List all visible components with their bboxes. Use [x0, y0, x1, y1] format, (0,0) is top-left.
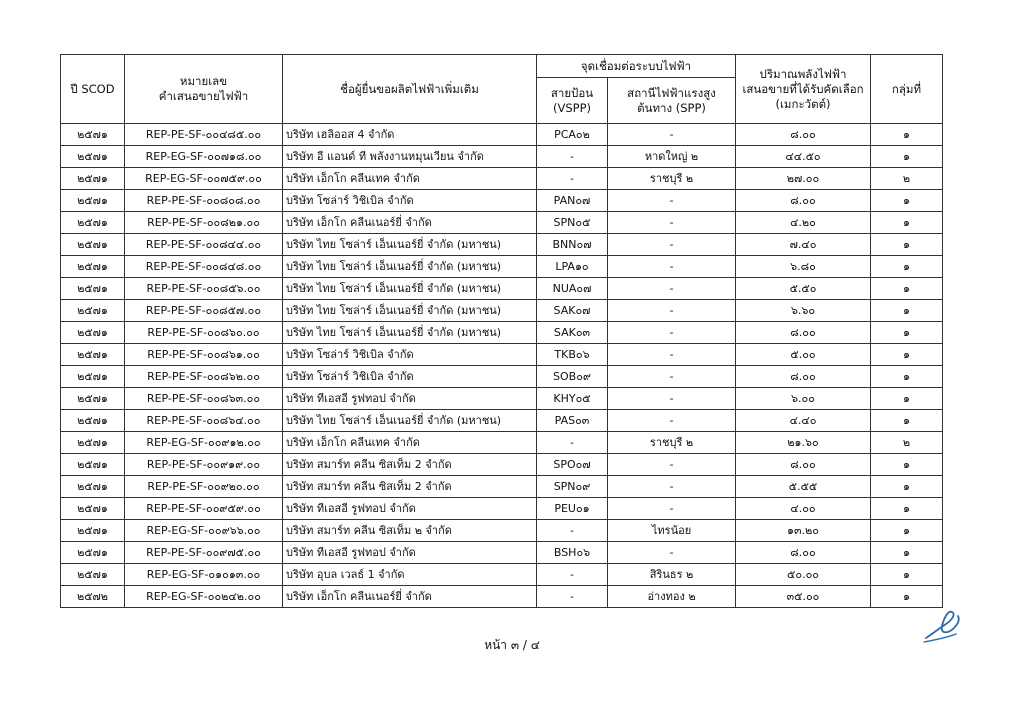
cell-capacity-mw: ๖.๐๐: [736, 388, 871, 410]
cell-capacity-mw: ๘.๐๐: [736, 190, 871, 212]
table-row: [61, 344, 943, 366]
cell-feeder: -: [537, 168, 608, 190]
cell-feeder: -: [537, 564, 608, 586]
cell-producer-name: บริษัท เอ็กโก คลีนเนอร์ยี่ จำกัด: [283, 212, 537, 234]
cell-group: ๒: [871, 168, 943, 190]
table-row: [61, 410, 943, 432]
cell-station: -: [608, 388, 736, 410]
cell-proposal-number: REP-EG-SF-๐๐๒๔๒.๐๐: [125, 586, 283, 608]
header-capacity: [736, 55, 871, 124]
header-group: กลุ่มที่: [871, 55, 943, 124]
cell-group: ๑: [871, 388, 943, 410]
cell-capacity-mw: ๖.๘๐: [736, 256, 871, 278]
cell-feeder: -: [537, 432, 608, 454]
cell-station: สิรินธร ๒: [608, 564, 736, 586]
cell-feeder: SAK๐๗: [537, 300, 608, 322]
cell-station: ไทรน้อย: [608, 520, 736, 542]
table-row: [61, 168, 943, 190]
cell-feeder: SPN๐๙: [537, 476, 608, 498]
table-row: [61, 542, 943, 564]
table-row: [61, 388, 943, 410]
header-station: [608, 78, 736, 124]
cell-year: ๒๕๗๑: [61, 234, 125, 256]
cell-proposal-number: REP-PE-SF-๐๐๘๔๔.๐๐: [125, 234, 283, 256]
cell-year: ๒๕๗๑: [61, 542, 125, 564]
cell-group: ๑: [871, 344, 943, 366]
cell-feeder: KHY๐๕: [537, 388, 608, 410]
cell-capacity-mw: ๕.๐๐: [736, 344, 871, 366]
cell-capacity-mw: ๘.๐๐: [736, 454, 871, 476]
cell-group: ๑: [871, 476, 943, 498]
cell-proposal-number: REP-PE-SF-๐๐๘๖๑.๐๐: [125, 344, 283, 366]
cell-group: ๑: [871, 278, 943, 300]
table-row: [61, 432, 943, 454]
cell-group: ๑: [871, 586, 943, 608]
cell-group: ๑: [871, 256, 943, 278]
selection-results-table: [60, 54, 943, 608]
cell-capacity-mw: ๒๑.๖๐: [736, 432, 871, 454]
table-body: [61, 124, 943, 608]
cell-producer-name: บริษัท เอ็กโก คลีนเทค จำกัด: [283, 168, 537, 190]
cell-feeder: PAS๐๓: [537, 410, 608, 432]
cell-station: -: [608, 124, 736, 146]
cell-year: ๒๕๗๑: [61, 476, 125, 498]
cell-station: -: [608, 498, 736, 520]
cell-group: ๑: [871, 454, 943, 476]
cell-capacity-mw: ๕.๕๐: [736, 278, 871, 300]
cell-group: ๑: [871, 212, 943, 234]
page-number: หน้า ๓ / ๔: [484, 638, 540, 652]
cell-year: ๒๕๗๒: [61, 586, 125, 608]
cell-group: ๑: [871, 542, 943, 564]
cell-feeder: SAK๐๓: [537, 322, 608, 344]
cell-station: -: [608, 410, 736, 432]
table-row: [61, 190, 943, 212]
cell-group: ๑: [871, 564, 943, 586]
cell-producer-name: บริษัท สมาร์ท คลีน ซิสเท็ม 2 จำกัด: [283, 476, 537, 498]
cell-group: ๑: [871, 366, 943, 388]
cell-station: -: [608, 300, 736, 322]
cell-producer-name: บริษัท ไทย โซล่าร์ เอ็นเนอร์ยี่ จำกัด (มหาชน): [283, 322, 537, 344]
cell-year: ๒๕๗๑: [61, 432, 125, 454]
cell-capacity-mw: ๔๔.๕๐: [736, 146, 871, 168]
cell-feeder: BSH๐๖: [537, 542, 608, 564]
cell-year: ๒๕๗๑: [61, 300, 125, 322]
cell-year: ๒๕๗๑: [61, 564, 125, 586]
table-row: [61, 146, 943, 168]
cell-year: ๒๕๗๑: [61, 454, 125, 476]
cell-year: ๒๕๗๑: [61, 146, 125, 168]
cell-capacity-mw: ๘.๐๐: [736, 322, 871, 344]
cell-year: ๒๕๗๑: [61, 256, 125, 278]
cell-proposal-number: REP-PE-SF-๐๐๙๒๐.๐๐: [125, 476, 283, 498]
table-row: [61, 366, 943, 388]
cell-capacity-mw: ๑๓.๒๐: [736, 520, 871, 542]
table-row: [61, 212, 943, 234]
cell-feeder: SPN๐๕: [537, 212, 608, 234]
cell-feeder: LPA๑๐: [537, 256, 608, 278]
cell-station: -: [608, 454, 736, 476]
cell-proposal-number: REP-EG-SF-๐๑๐๑๓.๐๐: [125, 564, 283, 586]
cell-year: ๒๕๗๑: [61, 322, 125, 344]
cell-feeder: -: [537, 146, 608, 168]
cell-station: ราชบุรี ๒: [608, 168, 736, 190]
cell-proposal-number: REP-EG-SF-๐๐๗๑๘.๐๐: [125, 146, 283, 168]
header-capacity-line1: ปริมาณพลังไฟฟ้า: [759, 66, 847, 81]
cell-producer-name: บริษัท อุบล เวลธ์ 1 จำกัด: [283, 564, 537, 586]
header-capacity-line2: เสนอขายที่ได้รับคัดเลือก: [742, 81, 864, 96]
cell-feeder: PCA๐๒: [537, 124, 608, 146]
table-row: [61, 564, 943, 586]
table-row: [61, 278, 943, 300]
cell-year: ๒๕๗๑: [61, 388, 125, 410]
table-row: [61, 498, 943, 520]
header-year: ปี SCOD: [61, 55, 125, 124]
cell-station: -: [608, 234, 736, 256]
cell-producer-name: บริษัท สมาร์ท คลีน ซิสเท็ม 2 จำกัด: [283, 454, 537, 476]
cell-producer-name: บริษัท โซล่าร์ วิชิเบิล จำกัด: [283, 366, 537, 388]
table-row: [61, 586, 943, 608]
cell-capacity-mw: ๗.๔๐: [736, 234, 871, 256]
cell-year: ๒๕๗๑: [61, 520, 125, 542]
cell-capacity-mw: ๔.๔๐: [736, 410, 871, 432]
cell-group: ๑: [871, 124, 943, 146]
cell-proposal-number: REP-PE-SF-๐๐๔๘๕.๐๐: [125, 124, 283, 146]
table-row: [61, 124, 943, 146]
cell-group: ๑: [871, 300, 943, 322]
cell-producer-name: บริษัท ทีเอสอี รูฟทอป จำกัด: [283, 498, 537, 520]
cell-station: -: [608, 190, 736, 212]
cell-feeder: SOB๐๙: [537, 366, 608, 388]
cell-station: -: [608, 278, 736, 300]
cell-proposal-number: REP-PE-SF-๐๐๘๔๘.๐๐: [125, 256, 283, 278]
cell-proposal-number: REP-EG-SF-๐๐๙๖๖.๐๐: [125, 520, 283, 542]
cell-station: -: [608, 344, 736, 366]
table-row: [61, 234, 943, 256]
table-row: [61, 454, 943, 476]
cell-feeder: BNN๐๗: [537, 234, 608, 256]
cell-proposal-number: REP-PE-SF-๐๐๘๖๐.๐๐: [125, 322, 283, 344]
cell-station: -: [608, 542, 736, 564]
header-connection-point: จุดเชื่อมต่อระบบไฟฟ้า: [537, 55, 736, 78]
cell-producer-name: บริษัท ไทย โซล่าร์ เอ็นเนอร์ยี่ จำกัด (มหาชน): [283, 278, 537, 300]
table-row: [61, 322, 943, 344]
cell-year: ๒๕๗๑: [61, 498, 125, 520]
cell-producer-name: บริษัท ทีเอสอี รูฟทอป จำกัด: [283, 388, 537, 410]
cell-proposal-number: REP-PE-SF-๐๐๘๐๘.๐๐: [125, 190, 283, 212]
cell-station: -: [608, 322, 736, 344]
cell-producer-name: บริษัท ไทย โซล่าร์ เอ็นเนอร์ยี่ จำกัด (มหาชน): [283, 256, 537, 278]
cell-feeder: PAN๐๗: [537, 190, 608, 212]
cell-proposal-number: REP-PE-SF-๐๐๘๒๑.๐๐: [125, 212, 283, 234]
cell-producer-name: บริษัท ไทย โซล่าร์ เอ็นเนอร์ยี่ จำกัด (มหาชน): [283, 300, 537, 322]
cell-producer-name: บริษัท โซล่าร์ วิชิเบิล จำกัด: [283, 344, 537, 366]
cell-group: ๑: [871, 234, 943, 256]
cell-proposal-number: REP-PE-SF-๐๐๘๖๓.๐๐: [125, 388, 283, 410]
cell-feeder: -: [537, 520, 608, 542]
cell-station: -: [608, 256, 736, 278]
cell-proposal-number: REP-PE-SF-๐๐๙๕๙.๐๐: [125, 498, 283, 520]
header-feeder-line2: (VSPP): [552, 100, 591, 115]
cell-producer-name: บริษัท โซล่าร์ วิชิเบิล จำกัด: [283, 190, 537, 212]
header-capacity-line3: (เมกะวัตต์): [775, 96, 831, 111]
signature-icon: [922, 604, 964, 644]
header-producer: ชื่อผู้ยื่นขอผลิตไฟฟ้าเพิ่มเติม: [283, 55, 537, 124]
table-row: [61, 520, 943, 542]
cell-group: ๑: [871, 190, 943, 212]
cell-year: ๒๕๗๑: [61, 212, 125, 234]
cell-proposal-number: REP-PE-SF-๐๐๙๗๕.๐๐: [125, 542, 283, 564]
cell-year: ๒๕๗๑: [61, 278, 125, 300]
cell-station: หาดใหญ่ ๒: [608, 146, 736, 168]
cell-feeder: NUA๐๗: [537, 278, 608, 300]
cell-proposal-number: REP-PE-SF-๐๐๘๕๖.๐๐: [125, 278, 283, 300]
cell-proposal-number: REP-PE-SF-๐๐๘๖๒.๐๐: [125, 366, 283, 388]
cell-producer-name: บริษัท เอ็กโก คลีนเทค จำกัด: [283, 432, 537, 454]
header-proposal-number: [125, 55, 283, 124]
cell-group: ๑: [871, 322, 943, 344]
header-feeder: [537, 78, 608, 124]
cell-capacity-mw: ๓๕.๐๐: [736, 586, 871, 608]
cell-producer-name: บริษัท ทีเอสอี รูฟทอป จำกัด: [283, 542, 537, 564]
cell-proposal-number: REP-PE-SF-๐๐๙๑๙.๐๐: [125, 454, 283, 476]
cell-station: -: [608, 476, 736, 498]
cell-proposal-number: REP-PE-SF-๐๐๘๕๗.๐๐: [125, 300, 283, 322]
cell-year: ๒๕๗๑: [61, 366, 125, 388]
cell-year: ๒๕๗๑: [61, 410, 125, 432]
cell-producer-name: บริษัท เอ็กโก คลีนเนอร์ยี่ จำกัด: [283, 586, 537, 608]
cell-capacity-mw: ๒๗.๐๐: [736, 168, 871, 190]
cell-year: ๒๕๗๑: [61, 344, 125, 366]
cell-producer-name: บริษัท ไทย โซล่าร์ เอ็นเนอร์ยี่ จำกัด (มหาชน): [283, 410, 537, 432]
cell-group: ๑: [871, 498, 943, 520]
header-station-line1: สถานีไฟฟ้าแรงสูง: [627, 85, 716, 100]
cell-group: ๑: [871, 520, 943, 542]
cell-capacity-mw: ๘.๐๐: [736, 124, 871, 146]
cell-producer-name: บริษัท อี แอนด์ ที พลังงานหมุนเวียน จำกัด: [283, 146, 537, 168]
table-row: [61, 300, 943, 322]
header-feeder-line1: สายป้อน: [550, 85, 594, 100]
header-row-top: [61, 55, 943, 78]
cell-group: ๒: [871, 432, 943, 454]
cell-station: -: [608, 366, 736, 388]
cell-year: ๒๕๗๑: [61, 124, 125, 146]
cell-feeder: PEU๐๑: [537, 498, 608, 520]
cell-station: ราชบุรี ๒: [608, 432, 736, 454]
cell-producer-name: บริษัท สมาร์ท คลีน ซิสเท็ม ๒ จำกัด: [283, 520, 537, 542]
header-proposal-line2: คำเสนอขายไฟฟ้า: [158, 89, 249, 103]
cell-capacity-mw: ๘.๐๐: [736, 542, 871, 564]
cell-station: -: [608, 212, 736, 234]
cell-producer-name: บริษัท ไทย โซล่าร์ เอ็นเนอร์ยี่ จำกัด (มหาชน): [283, 234, 537, 256]
cell-feeder: SPO๐๗: [537, 454, 608, 476]
table-row: [61, 256, 943, 278]
cell-capacity-mw: ๔.๒๐: [736, 212, 871, 234]
cell-station: อ่างทอง ๒: [608, 586, 736, 608]
cell-group: ๑: [871, 146, 943, 168]
cell-proposal-number: REP-EG-SF-๐๐๙๑๒.๐๐: [125, 432, 283, 454]
header-station-line2: ต้นทาง (SPP): [637, 100, 706, 115]
cell-feeder: TKB๐๖: [537, 344, 608, 366]
cell-year: ๒๕๗๑: [61, 190, 125, 212]
cell-feeder: -: [537, 586, 608, 608]
cell-capacity-mw: ๘.๐๐: [736, 366, 871, 388]
cell-capacity-mw: ๕๐.๐๐: [736, 564, 871, 586]
cell-proposal-number: REP-PE-SF-๐๐๘๖๔.๐๐: [125, 410, 283, 432]
cell-group: ๑: [871, 410, 943, 432]
cell-producer-name: บริษัท เฮลิออส 4 จำกัด: [283, 124, 537, 146]
table-row: [61, 476, 943, 498]
header-proposal-line1: หมายเลข: [179, 74, 228, 88]
cell-capacity-mw: ๖.๖๐: [736, 300, 871, 322]
cell-proposal-number: REP-EG-SF-๐๐๗๕๙.๐๐: [125, 168, 283, 190]
cell-capacity-mw: ๔.๐๐: [736, 498, 871, 520]
cell-year: ๒๕๗๑: [61, 168, 125, 190]
cell-capacity-mw: ๕.๕๕: [736, 476, 871, 498]
